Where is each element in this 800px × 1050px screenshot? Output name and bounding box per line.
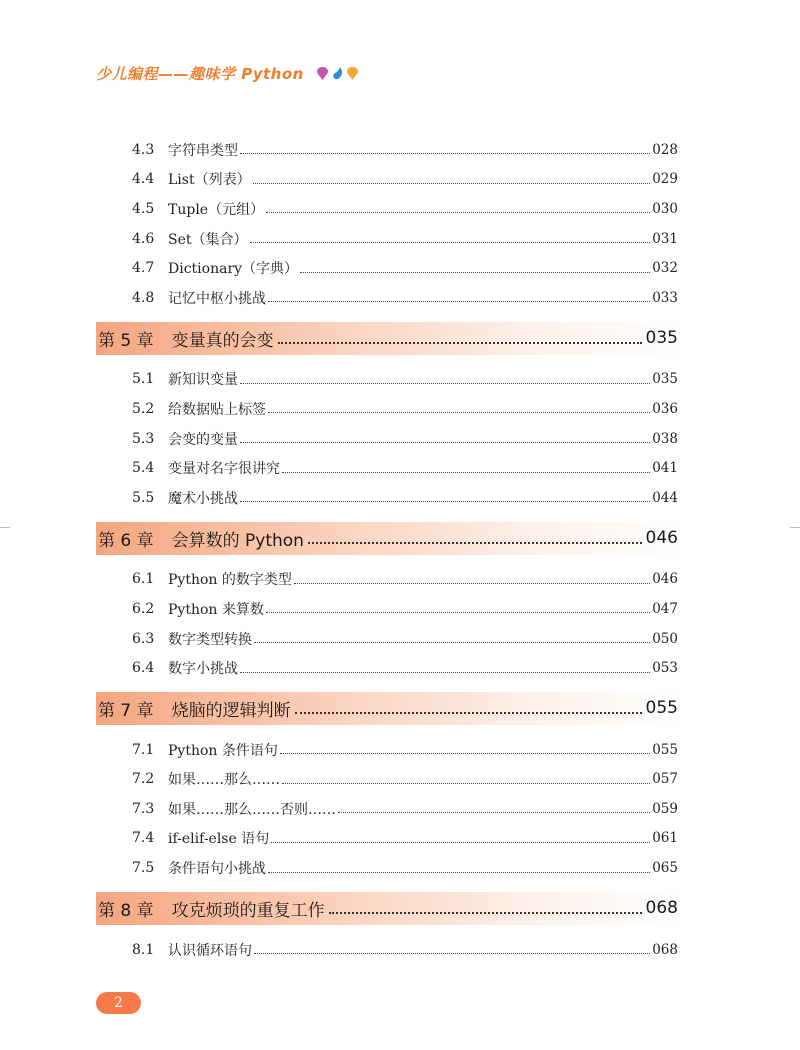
section-number: 5.3 [132,430,155,447]
dot-leader [300,272,650,273]
section-page: 046 [652,571,678,588]
section-number: 7.4 [132,830,155,847]
section-page: 038 [652,430,678,447]
section-page: 047 [652,600,678,617]
dot-leader [294,583,650,584]
chapter-page: 068 [645,898,678,919]
toc-entry [96,594,682,624]
section-title: 认识循环语句 [168,942,252,959]
dot-leader [278,342,642,344]
section-title: 如果……那么…… [168,772,280,789]
section-title: 条件语句小挑战 [168,861,266,878]
dot-leader [254,642,650,643]
chapter-heading [96,892,682,925]
toc-entry [96,135,682,165]
section-number: 4.3 [132,141,155,158]
dot-leader [268,412,650,413]
section-page: 059 [652,800,678,817]
section-number: 5.5 [132,489,155,506]
toc-entry [96,424,682,454]
chapter-title: 会算数的 Python [171,530,304,551]
crop-mark-left [0,527,10,528]
toc-entry [96,853,682,883]
section-title: 变量对名字很讲究 [168,461,280,478]
section-title: 如果……那么……否则…… [168,801,336,818]
section-page: 068 [652,941,678,958]
toc-entry [96,394,682,424]
toc-entry [96,453,682,483]
section-title: Python 的数字类型 [168,572,292,589]
dot-leader [240,383,650,384]
chapter-label: 第 6 章 [98,530,154,551]
section-number: 4.6 [132,230,155,247]
toc-entry [96,653,682,683]
dot-leader [268,872,650,873]
dot-leader [282,472,650,473]
dot-leader [254,953,650,954]
toc-entry [96,165,682,195]
dot-leader [240,153,650,154]
section-title: 给数据贴上标签 [168,401,266,418]
dot-leader [282,783,650,784]
section-title: List（列表） [168,172,251,189]
section-page: 065 [652,860,678,877]
section-number: 5.2 [132,400,155,417]
toc-entry [96,194,682,224]
toc-entry [96,253,682,283]
dot-leader [266,612,650,613]
toc-entry [96,365,682,395]
section-number: 7.5 [132,860,155,877]
dot-leader [308,542,642,544]
section-title: Set（集合） [168,231,248,248]
chapter-heading [96,522,682,555]
section-title: if-elif-else 语句 [168,831,270,848]
section-title: 会变的变量 [168,431,238,448]
dot-leader [280,753,650,754]
section-title: 数字小挑战 [168,661,238,678]
chapter-label: 第 5 章 [98,330,154,351]
chapter-title: 烧脑的逻辑判断 [171,700,291,721]
decorative-drops [316,66,359,81]
section-number: 7.1 [132,741,155,758]
book-title: 少儿编程——趣味学 Python [96,64,304,83]
section-number: 5.1 [132,371,155,388]
toc-entry [96,565,682,595]
section-page: 028 [652,141,678,158]
section-number: 4.5 [132,200,155,217]
dot-leader [240,672,650,673]
section-title: Python 来算数 [168,601,264,618]
toc-entry [96,283,682,313]
section-number: 4.8 [132,289,155,306]
chapter-title: 攻克烦琐的重复工作 [171,900,325,921]
section-title: Python 条件语句 [168,742,278,759]
toc-entry [96,483,682,513]
running-header [96,58,359,88]
dot-leader [240,442,650,443]
toc-entry [96,935,682,965]
section-page: 031 [652,230,678,247]
chapter-label: 第 7 章 [98,700,154,721]
section-title: 数字类型转换 [168,631,252,648]
toc-entry [96,765,682,795]
section-number: 6.1 [132,571,155,588]
chapter-label: 第 8 章 [98,900,154,921]
drop-icon [346,66,359,81]
table-of-contents [96,133,682,964]
section-page: 041 [652,460,678,477]
section-page: 029 [652,171,678,188]
chapter-page: 046 [645,528,678,549]
section-number: 6.2 [132,600,155,617]
dot-leader [295,712,642,714]
toc-entry [96,624,682,654]
chapter-page: 055 [645,698,678,719]
section-title: 记忆中枢小挑战 [168,290,266,307]
toc-entry [96,794,682,824]
toc-entry [96,824,682,854]
section-page: 044 [652,489,678,506]
section-number: 7.3 [132,800,155,817]
drop-icon [331,66,344,81]
section-title: 字符串类型 [168,142,238,159]
section-title: 新知识变量 [168,372,238,389]
section-number: 6.4 [132,660,155,677]
section-page: 036 [652,400,678,417]
chapter-page: 035 [645,328,678,349]
dot-leader [250,242,651,243]
toc-entry [96,735,682,765]
section-number: 5.4 [132,460,155,477]
dot-leader [240,501,650,502]
chapter-heading [96,322,682,355]
section-page: 030 [652,200,678,217]
dot-leader [253,183,651,184]
page-number: 2 [114,995,123,1011]
section-page: 050 [652,630,678,647]
section-number: 6.3 [132,630,155,647]
dot-leader [329,912,642,914]
section-page: 055 [652,741,678,758]
dot-leader [338,812,650,813]
section-page: 061 [652,830,678,847]
section-number: 4.7 [132,260,155,277]
section-page: 057 [652,771,678,788]
section-title: 魔术小挑战 [168,490,238,507]
section-title: Tuple（元组） [168,201,265,218]
section-number: 7.2 [132,771,155,788]
section-page: 035 [652,371,678,388]
crop-mark-right [790,527,800,528]
section-page: 033 [652,289,678,306]
dot-leader [268,301,650,302]
chapter-heading [96,692,682,725]
section-number: 4.4 [132,171,155,188]
section-page: 053 [652,660,678,677]
page-number-badge [96,992,141,1014]
section-title: Dictionary（字典） [168,261,299,278]
section-page: 032 [652,260,678,277]
drop-icon [316,66,329,81]
section-number: 8.1 [132,941,155,958]
dot-leader [271,842,650,843]
chapter-title: 变量真的会变 [171,330,274,351]
toc-entry [96,224,682,254]
dot-leader [266,212,650,213]
